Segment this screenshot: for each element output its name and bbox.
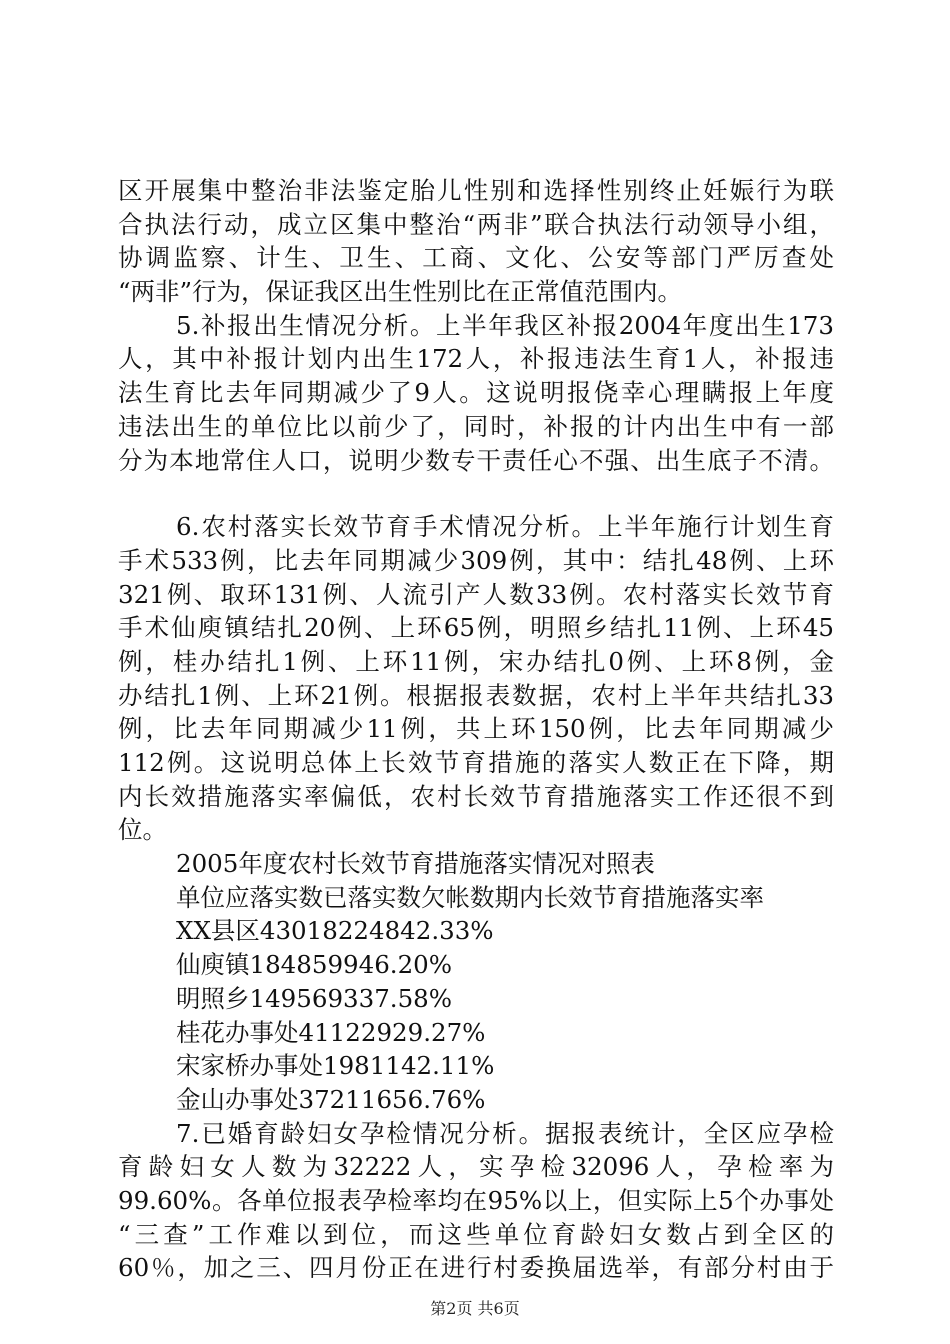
paragraph-4-continued <box>118 174 834 309</box>
text-line: 内长效措施落实率偏低，农村长效节育措施落实工作还很不到 <box>118 781 834 811</box>
table-title: 2005年度农村长效节育措施落实情况对照表 <box>176 849 655 879</box>
text-line: 区开展集中整治非法鉴定胎儿性别和选择性别终止妊娠行为联 <box>118 176 834 205</box>
text-line: 6.农村落实长效节育手术情况分析。上半年施行计划生育 <box>176 512 834 542</box>
table-row: 仙庾镇184859946.20% <box>176 950 453 980</box>
paragraph-gap <box>118 477 834 510</box>
text-line: 手术533例，比去年同期减少309例，其中：结扎48例、上环 <box>118 545 834 575</box>
measures-comparison-table <box>118 847 834 1117</box>
page-footer: 第2页 共6页 <box>430 1299 520 1318</box>
text-line: 违法出生的单位比以前少了，同时，补报的计内出生中有一部 <box>118 411 834 441</box>
text-line: 办结扎1例、上环21例。根据报表数据，农村上半年共结扎33 <box>118 680 834 710</box>
text-line: 位。 <box>118 815 167 845</box>
table-row: 桂花办事处41122929.27% <box>176 1017 486 1047</box>
table-header: 单位应落实数已落实数欠帐数期内长效节育措施落实率 <box>176 882 764 912</box>
table-row: 明照乡149569337.58% <box>176 983 453 1013</box>
table-row: XX县区43018224842.33% <box>176 916 494 946</box>
text-line: 例，桂办结扎1例、上环11例，宋办结扎0例、上环8例，金 <box>118 646 834 676</box>
text-line: 321例、取环131例、人流引产人数33例。农村落实长效节育 <box>118 579 834 609</box>
text-line: 分为本地常住人口，说明少数专干责任心不强、出生底子不清。 <box>118 445 834 475</box>
text-line: “两非”行为，保证我区出生性别比在正常值范围内。 <box>118 277 683 307</box>
text-line: 协调监察、计生、卫生、工商、文化、公安等部门严厉查处 <box>118 243 834 273</box>
text-line: 法生育比去年同期减少了9人。这说明报侥幸心理瞒报上年度 <box>118 378 834 408</box>
text-line: 5.补报出生情况分析。上半年我区补报2004年度出生173 <box>176 310 834 340</box>
text-line: 60％，加之三、四月份正在进行村委换届选举，有部分村由于 <box>118 1253 834 1283</box>
text-line: 99.60%。各单位报表孕检率均在95%以上，但实际上5个办事处 <box>118 1185 834 1215</box>
document-body <box>118 174 834 1285</box>
paragraph-6 <box>118 510 834 847</box>
text-line: 例，比去年同期减少11例，共上环150例，比去年同期减少 <box>118 714 834 744</box>
paragraph-7 <box>118 1117 834 1285</box>
text-line: 合执法行动，成立区集中整治“两非”联合执法行动领导小组， <box>118 209 834 239</box>
text-line: “三查”工作难以到位，而这些单位育龄妇女数占到全区的 <box>118 1219 834 1249</box>
text-line: 手术仙庾镇结扎20例、上环65例，明照乡结扎11例、上环45 <box>118 613 834 643</box>
text-line: 112例。这说明总体上长效节育措施的落实人数正在下降，期 <box>118 748 834 777</box>
text-line: 人，其中补报计划内出生172人，补报违法生育1人，补报违 <box>118 344 834 374</box>
table-row: 金山办事处37211656.76% <box>176 1084 486 1114</box>
text-line: 育龄妇女人数为32222人，实孕检32096人，孕检率为 <box>118 1152 834 1182</box>
paragraph-5 <box>118 309 834 477</box>
table-row: 宋家桥办事处1981142.11% <box>176 1051 495 1081</box>
text-line: 7.已婚育龄妇女孕检情况分析。据报表统计，全区应孕检 <box>176 1118 834 1148</box>
